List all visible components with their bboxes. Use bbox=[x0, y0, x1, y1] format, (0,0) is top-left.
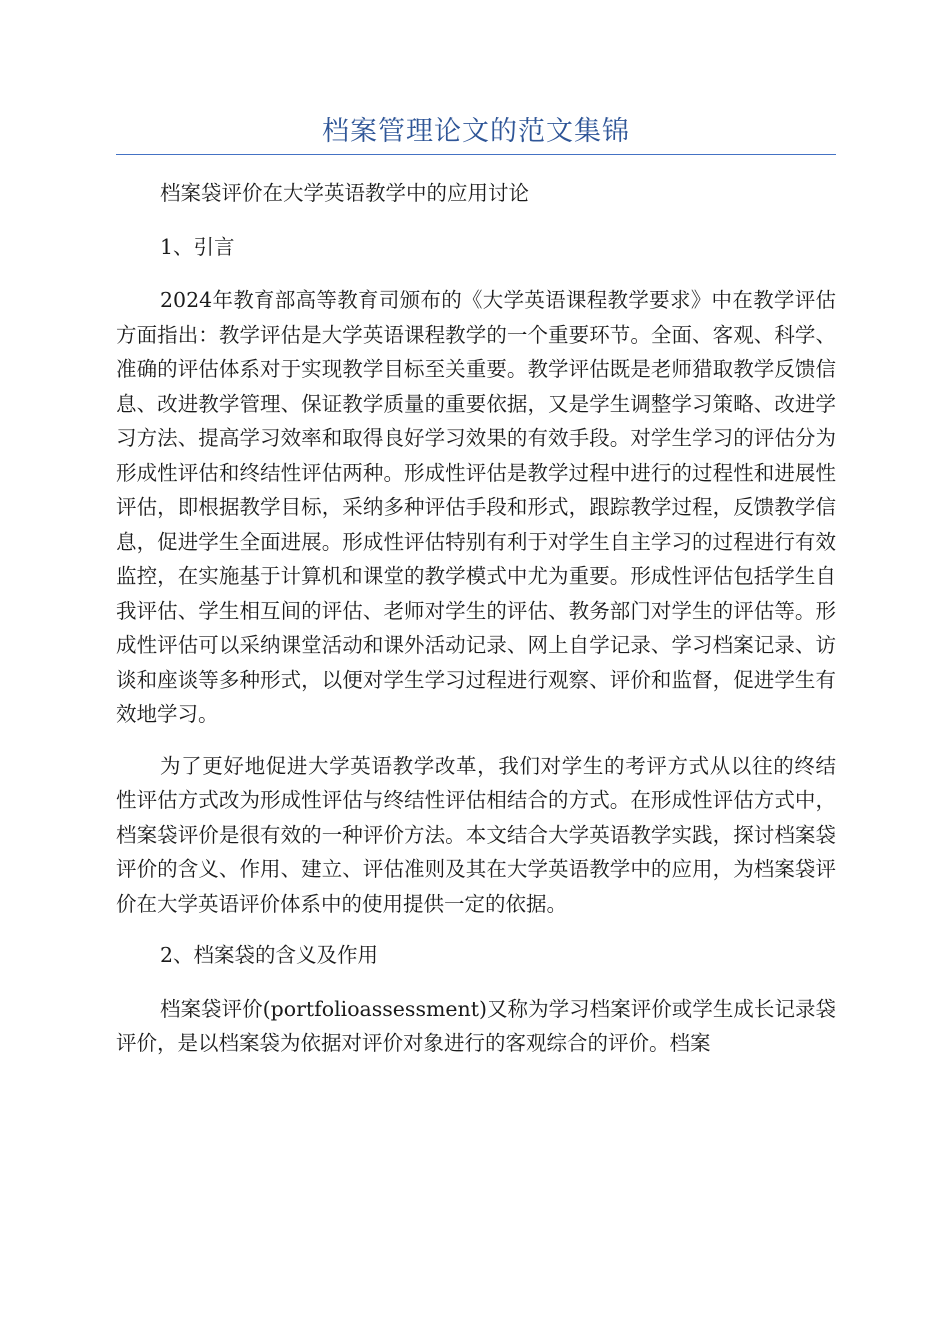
document-page bbox=[116, 0, 836, 1344]
article-heading: 档案袋评价在大学英语教学中的应用讨论 bbox=[160, 181, 529, 205]
section-heading-intro: 1、引言 bbox=[160, 234, 235, 259]
title-underline bbox=[116, 154, 836, 155]
body-paragraph: 为了更好地促进大学英语教学改革，我们对学生的考评方式从以往的终结性评估方式改为形成性评估与终结性评估相结合的方式。在形成性评估方式中，档案袋评价是很有效的一种评价方法。本文结合大学英语教学实践，探讨档案袋评价的含义、作用、建立、评估准则及其在大学英语教学中的应用，为档案袋评价在大学英语评价体系中的使用提供一定的依据。 bbox=[116, 753, 836, 916]
body-paragraph: 2024年教育部高等教育司颁布的《大学英语课程教学要求》中在教学评估方面指出：教学评估是大学英语课程教学的一个重要环节。全面、客观、科学、准确的评估体系对于实现教学目标至关重要。教学评估既是老师猎取教学反馈信息、改进教学管理、保证教学质量的重要依据，又是学生调整学习策略、改进学习方法、提高学习效率和取得良好学习效果的有效手段。对学生学习的评估分为形成性评估和终结性评估两种。形成性评估是教学过程中进行的过程性和进展性评估，即根据教学目标，采纳多种评估手段和形式，跟踪教学过程，反馈教学信息，促进学生全面进展。形成性评估特别有利于对学生自主学习的过程进行有效监控，在实施基于计算机和课堂的教学模式中尤为重要。形成性评估包括学生自我评估、学生相互间的评估、老师对学生的评估、教务部门对学生的评估等。形成性评估可以采纳课堂活动和课外活动记录、网上自学记录、学习档案记录、访谈和座谈等多种形式，以便对学生学习过程进行观察、评价和监督，促进学生有效地学习。 bbox=[116, 288, 836, 726]
body-paragraph: 档案袋评价(portfolioassessment)又称为学习档案评价或学生成长记录袋评价，是以档案袋为依据对评价对象进行的客观综合的评价。档案 bbox=[116, 996, 836, 1055]
document-title: 档案管理论文的范文集锦 bbox=[322, 116, 630, 147]
section-heading-portfolio: 2、档案袋的含义及作用 bbox=[160, 943, 379, 967]
document-body bbox=[116, 176, 836, 1078]
